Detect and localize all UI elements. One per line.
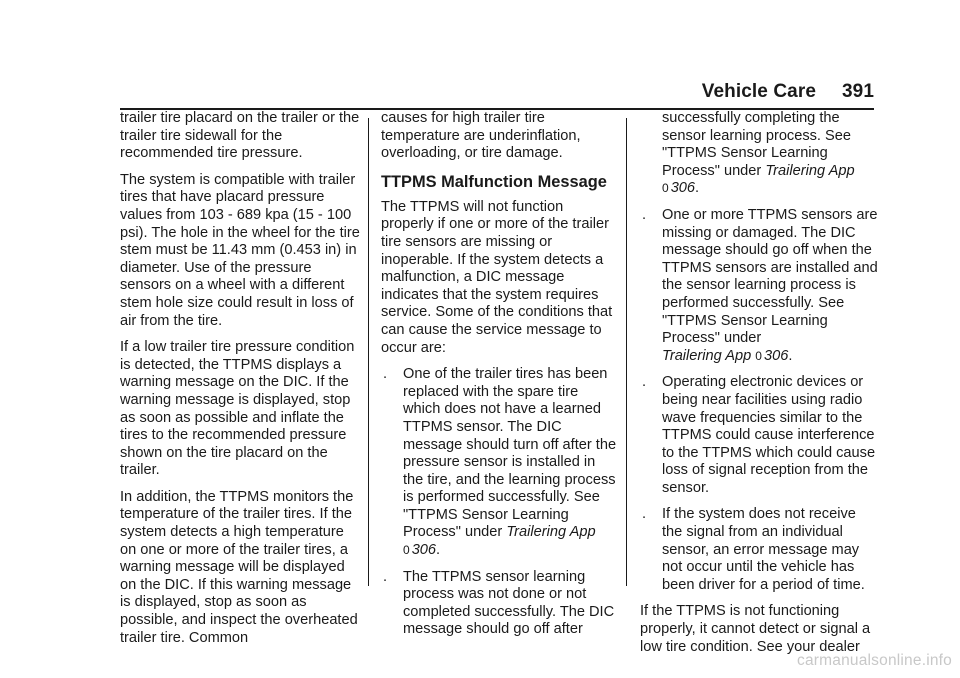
- bullet-mark: .: [642, 206, 647, 223]
- list-item-text: One or more TTPMS sensors are missing or damaged. The DIC message should go off when the TTPMS sensors are installed and the sensor learning process is performed successfully. See "TTPMS Sensor Learning Process" under: [662, 206, 878, 347]
- cross-reference-link[interactable]: Trailering App: [662, 347, 752, 364]
- paragraph: causes for high trailer tire temperature are underinflation, overloading, or tire damage.: [381, 110, 581, 162]
- column-1: [120, 110, 360, 656]
- page-header: [702, 81, 874, 103]
- list-item-text: One of the trailer tires has been replaced with the spare tire which does not have a learned TTPMS sensor. The DIC message should turn off after the pressure sensor is installed in the tire, and the learning process is performed successfully. See "TTPMS Sensor Learning Process" under: [403, 366, 617, 541]
- period: .: [695, 180, 700, 197]
- paragraph: The system is compatible with trailer tires that have placard pressure values from 103 - 689 kpa (15 - 100 psi). The hole in the wheel for the tire stem must be 11.43 mm (0.453 in) in diameter. Use of the pressure sensors on a wheel with a different stem hole size could result in loss of air from the tire.: [120, 171, 360, 329]
- page-ref-arrow-icon: 0: [755, 348, 762, 363]
- section-title: Vehicle Care: [701, 81, 816, 102]
- page-ref-arrow-icon: 0: [662, 181, 669, 196]
- list-item: [640, 506, 880, 594]
- page-number: 391: [841, 81, 874, 102]
- column-divider: [368, 118, 369, 586]
- paragraph: In addition, the TTPMS monitors the temperature of the trailer tires. If the system detects a high temperature on one or more of the trailer tires, a warning message will be displayed on the DIC. If this warning message is displayed, stop as soon as possible, and inspect the overheated trailer tire. Common: [120, 488, 358, 646]
- bullet-mark: .: [383, 366, 388, 383]
- list-item-continued: [640, 110, 880, 198]
- bullet-mark: .: [642, 374, 647, 391]
- paragraph: If the TTPMS is not functioning properly, it cannot detect or signal a low tire condition. See your dealer: [640, 603, 871, 655]
- page-reference[interactable]: 306: [670, 180, 696, 197]
- page-reference[interactable]: 306: [763, 347, 789, 364]
- cross-reference-link[interactable]: Trailering App: [506, 524, 596, 541]
- paragraph: trailer tire placard on the trailer or the trailer tire sidewall for the recommended tire pressure.: [120, 110, 360, 162]
- column-3: [640, 110, 880, 665]
- section-heading: TTPMS Malfunction Message: [381, 172, 607, 191]
- list-item: [640, 374, 880, 497]
- list-item: [381, 366, 617, 560]
- column-2: [381, 110, 617, 648]
- paragraph: If a low trailer tire pressure condition is detected, the TTPMS displays a warning message on the DIC. If the warning message is displayed, stop as soon as possible and inflate the tires to the recommended pressure shown on the tire placard on the trailer.: [120, 339, 355, 479]
- paragraph: The TTPMS will not function properly if one or more of the trailer tire sensors are missing or inoperable. If the system detects a malfunction, a DIC message indicates that the system requires service. Some of the conditions that can cause the service message to occur are:: [381, 198, 613, 356]
- column-divider: [626, 118, 627, 586]
- list-item-text: Operating electronic devices or being near facilities using radio wave frequencies similar to the TTPMS could cause interference to the TTPMS which could cause loss of signal reception from the sensor.: [662, 374, 876, 496]
- period: .: [788, 347, 793, 364]
- list-item: [640, 207, 880, 365]
- bullet-mark: .: [642, 506, 647, 523]
- list-item-text: The TTPMS sensor learning process was not done or not completed successfully. The DIC message should go off after: [403, 568, 615, 638]
- list-item-text: If the system does not receive the signal from an individual sensor, an error message may not occur until the vehicle has been driver for a period of time.: [662, 506, 865, 593]
- bullet-mark: .: [383, 568, 388, 585]
- list-item: [381, 569, 617, 639]
- page-ref-arrow-icon: 0: [403, 543, 410, 558]
- page-reference[interactable]: 306: [411, 542, 437, 559]
- watermark: carmanualsonline.info: [797, 652, 952, 669]
- cross-reference-link[interactable]: Trailering App: [765, 162, 855, 179]
- period: .: [436, 542, 441, 559]
- list-item-text: successfully completing the sensor learning process. See "TTPMS Sensor Learning Process" under: [662, 110, 852, 179]
